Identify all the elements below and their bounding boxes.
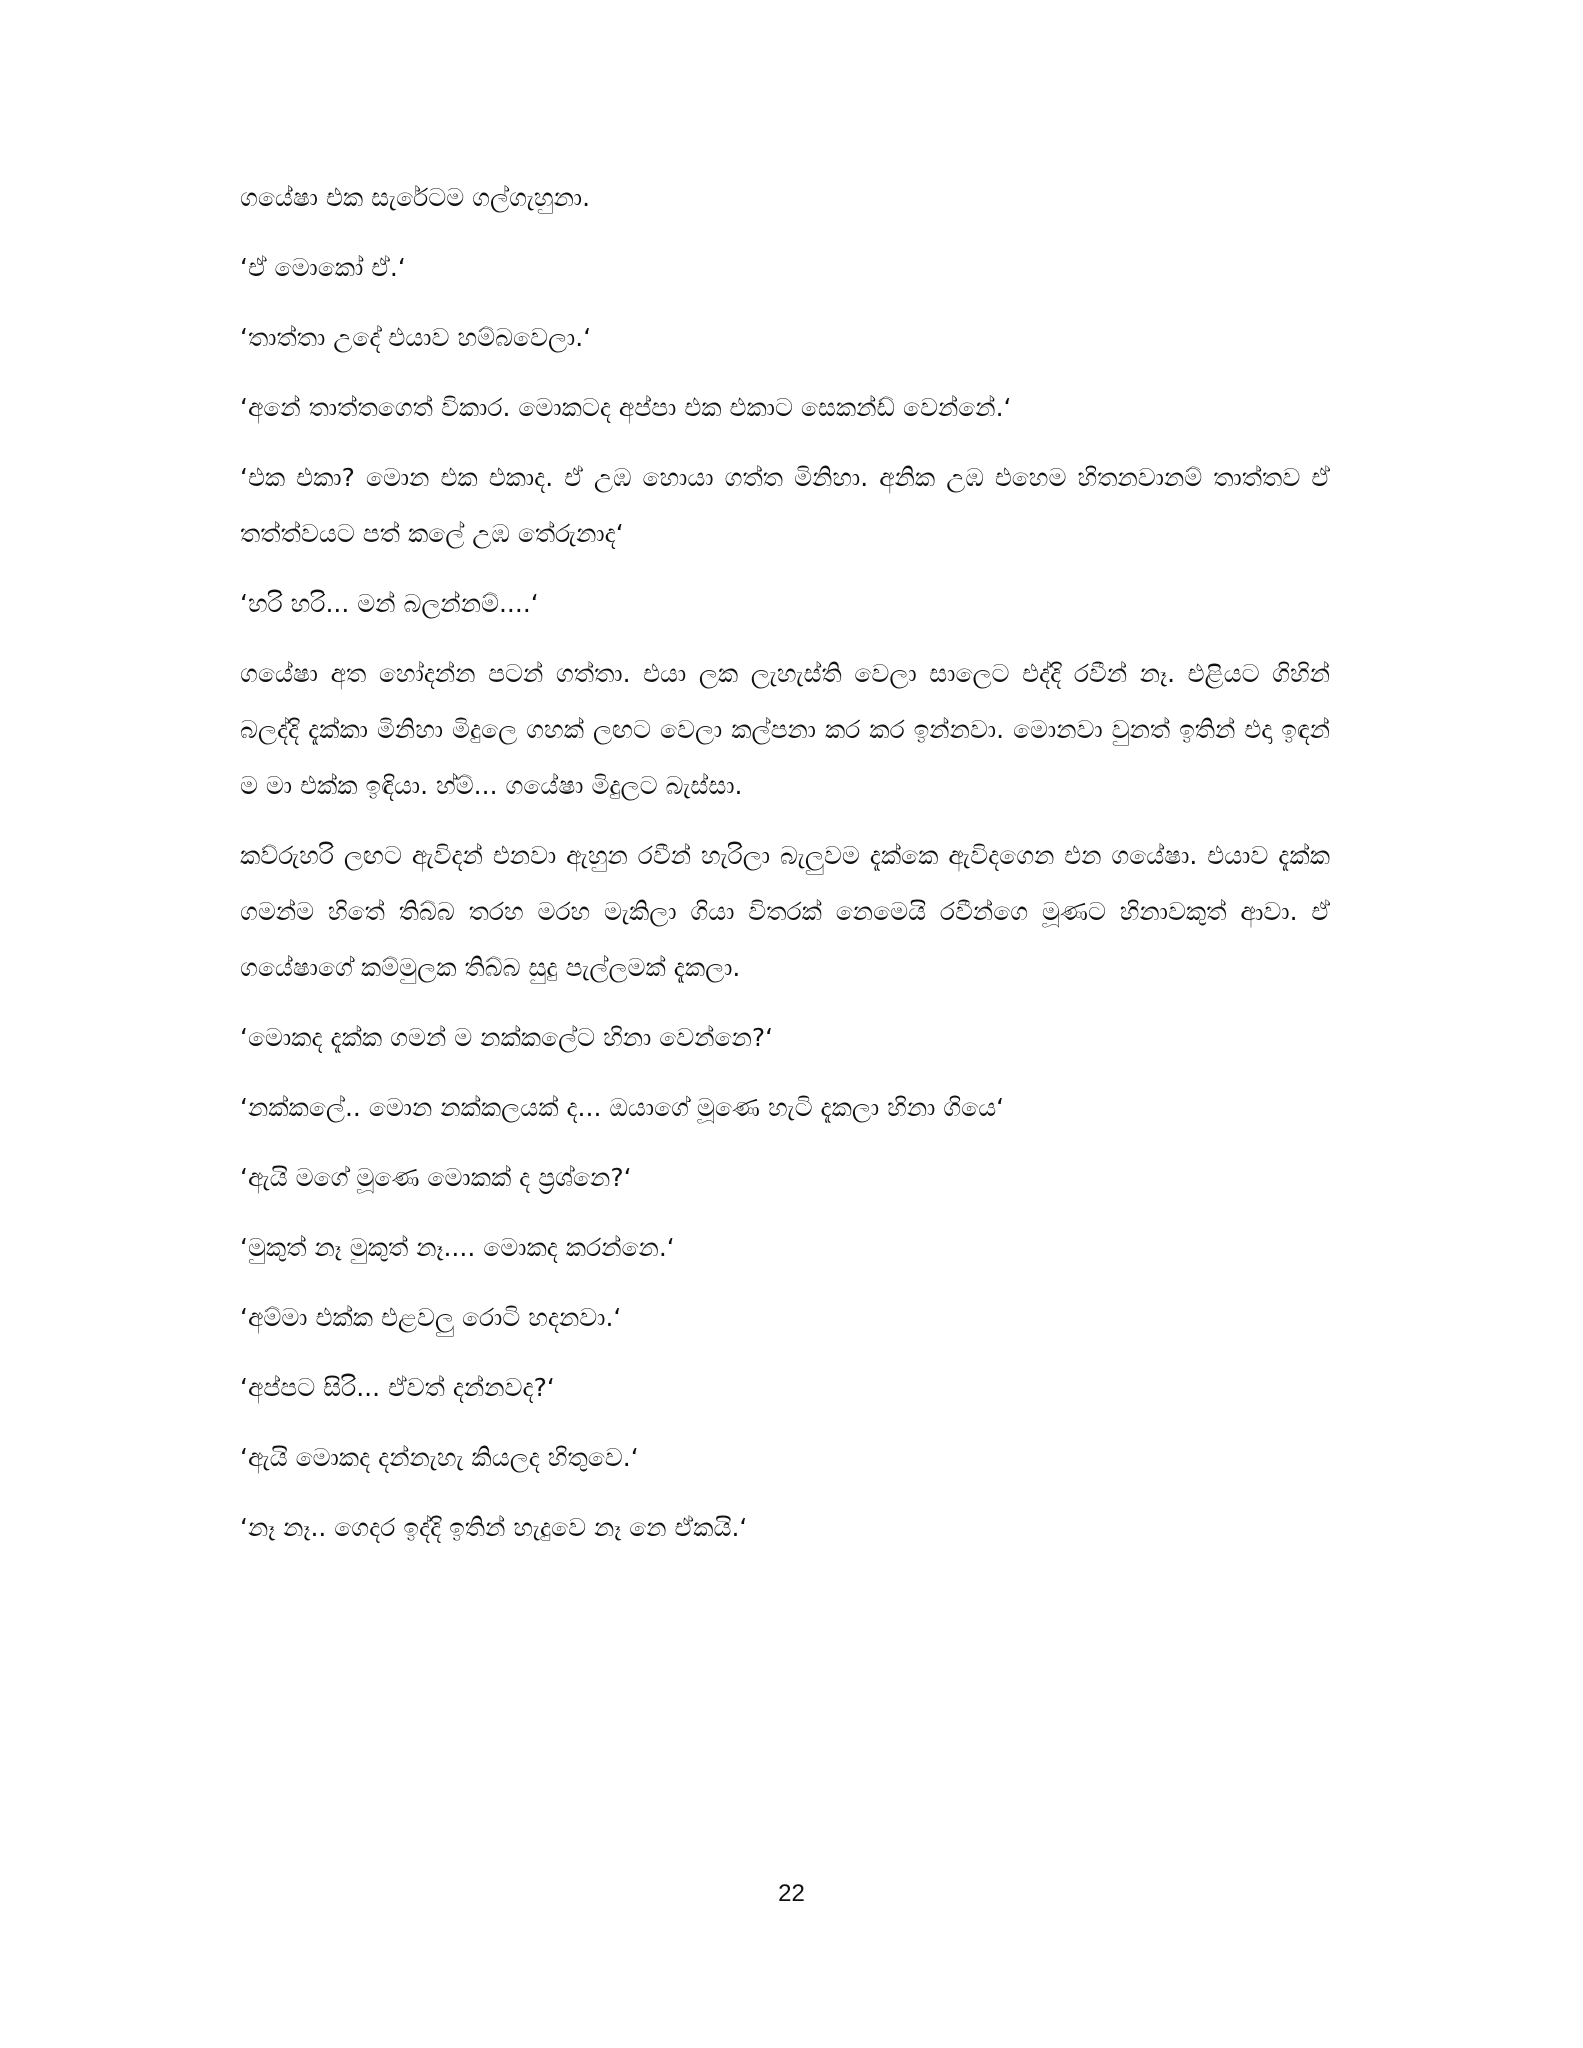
paragraph-4: ‘අනේ තාත්තගෙත් විකාර. මොකටද අප්පා එක එකාට සෙකන්ඩ් වෙන්නේ.‘ xyxy=(240,393,1012,422)
paragraph-8: කව්රුහරි ලඟට ඇවිදන් එනවා ඇහුන රවීන් හැරිලා බැලුවම දැක්කෙ ඇවිදගෙන එන ගයේෂා. එයාව දැක්ක ගමන්ම හිතේ තිබ්බ තරහ මරහ මැකිලා ගියා විතරක් නෙමෙයි රවීන්ගෙ මූණට හිනාවකුත් ආවා. ඒ ගයේෂාගේ කම්මුලක තිබ්බ සුදු පැල්ලමක් දැකලා. xyxy=(240,841,1330,982)
page-number: 22 xyxy=(778,1880,805,1907)
paragraph-5: ‘එක එකා? මොන එක එකාද. ඒ උඹ හොයා ගත්ත මිනිහා. අනික උඹ එහෙම හිතනවානම් තාත්තව ඒ තත්ත්වයට පත් කලේ උඹ තේරුනාද‘ xyxy=(240,463,1330,548)
paragraph-2: ‘ඒ මොකෝ ඒ.‘ xyxy=(240,253,406,282)
paragraph-10: ‘නක්කලේ.. මොන නක්කලයක් ද... ඔයාගේ මූණෙ හැටි දැකලා හිනා ගියෙ‘ xyxy=(240,1093,1005,1122)
paragraph-1: ගයේෂා එක සැරේටම ගල්ගැහුනා. xyxy=(240,183,591,212)
paragraph-6: ‘හරි හරි... මන් බලන්නම්....‘ xyxy=(240,589,539,618)
paragraph-14: ‘අප්පට සිරි... ඒවත් දන්නවද?‘ xyxy=(240,1373,555,1402)
body-text xyxy=(240,170,1330,1570)
paragraph-16: ‘නෑ නෑ.. ගෙදර ඉද්දි ඉතින් හැදුවෙ නෑ නෙ ඒකයි.‘ xyxy=(240,1513,748,1542)
paragraph-15: ‘ඇයි මොකද දන්නැහැ කියලද හිතුවෙ.‘ xyxy=(240,1443,639,1472)
paragraph-7: ගයේෂා අත හෝදන්න පටන් ගත්තා. එයා ලක ලැහැස්ති වෙලා සාලෙට එද්දි රවීන් නෑ. එළියට ගිහින් බලද්දි දැක්කා මිනිහා මිදුලෙ ගහක් ලඟට වෙලා කල්පනා කර කර ඉන්නවා. මොනවා වුනත් ඉතින් එදා ඉඳන් ම මා එක්ක ඉඳියා. හ්ම්... ගයේෂා මිදුලට බැස්සා. xyxy=(240,659,1330,800)
paragraph-12: ‘මුකුත් නෑ මුකුත් නෑ.... මොකද කරන්නෙ.‘ xyxy=(240,1233,675,1262)
paragraph-13: ‘අම්මා එක්ක එළවලු රොටි හදනවා.‘ xyxy=(240,1303,622,1332)
paragraph-9: ‘මොකද දැක්ක ගමන් ම නක්කලේට හිනා වෙන්නෙ?‘ xyxy=(240,1023,774,1052)
paragraph-3: ‘තාත්තා උදේ එයාව හම්බවෙලා.‘ xyxy=(240,323,592,352)
paragraph-11: ‘ඇයි මගේ මූණෙ මොකක් ද ප්‍රශ්නෙ?‘ xyxy=(240,1163,632,1192)
